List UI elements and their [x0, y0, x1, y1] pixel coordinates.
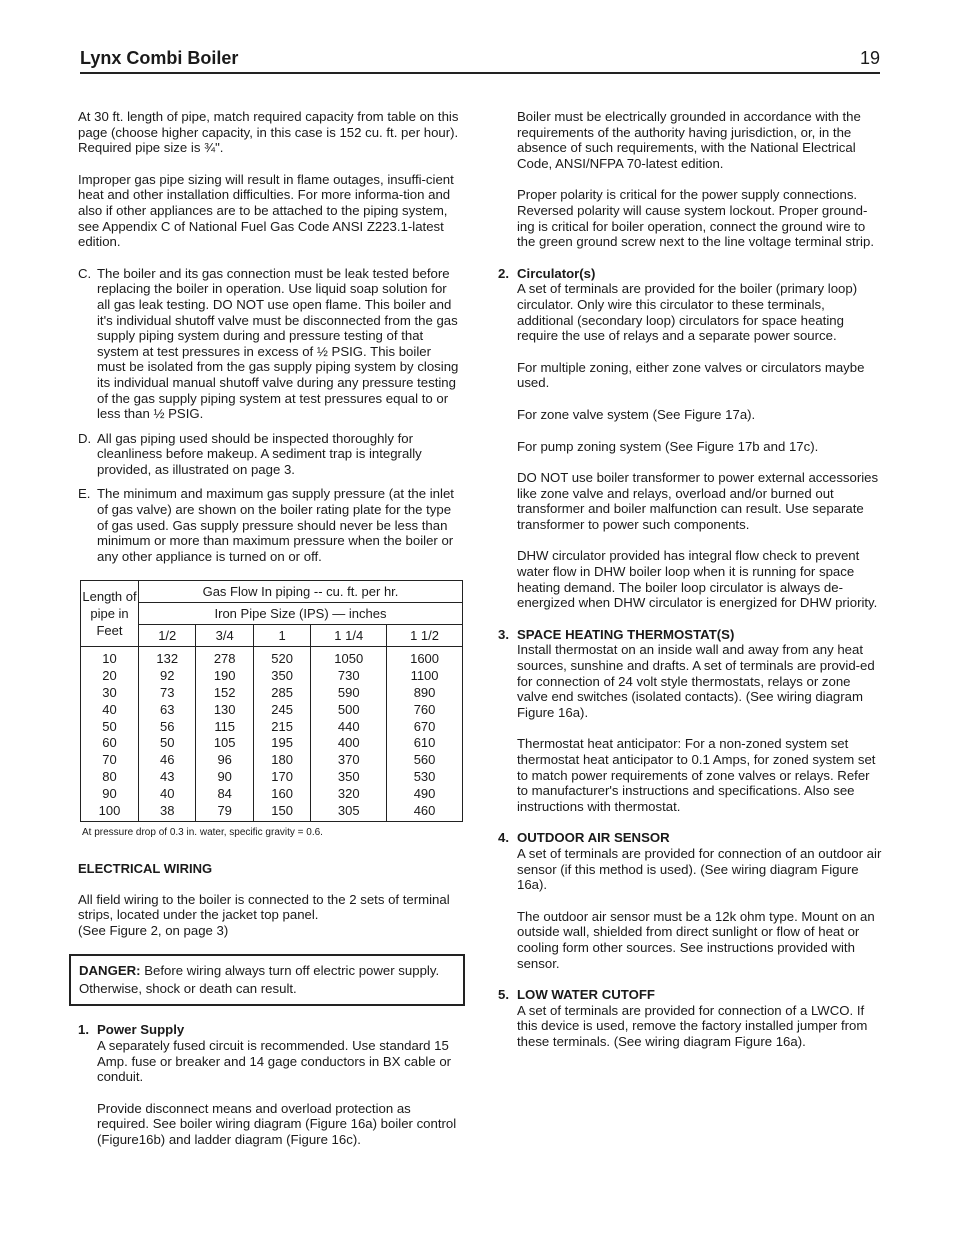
numbered-section: [498, 830, 883, 971]
capacity-value: 285: [271, 685, 293, 701]
section-heading: SPACE HEATING THERMOSTAT(S): [517, 626, 735, 642]
right-column: [498, 109, 883, 1066]
capacity-value: 150: [271, 802, 293, 818]
capacity-value: 1100: [410, 668, 439, 684]
capacity-column: [253, 647, 310, 822]
capacity-value: 350: [271, 668, 293, 684]
paragraph: For pump zoning system (See Figure 17b and 17c).: [517, 438, 819, 454]
paragraph: For zone valve system (See Figure 17a).: [517, 406, 756, 422]
pipe-size-cell: 1/2: [139, 625, 196, 647]
length-value: 60: [102, 735, 117, 751]
length-value: 90: [102, 785, 117, 801]
capacity-value: 278: [213, 651, 236, 667]
capacity-value: 73: [159, 685, 175, 701]
capacity-value: 320: [337, 785, 360, 801]
list-item: [78, 486, 463, 564]
length-value: 20: [102, 668, 117, 684]
pipe-size-cell: 1 1/4: [311, 625, 387, 647]
paragraph: DO NOT use boiler transformer to power external accessories like zone valve and relays, overload and/or burned out transformer and boiler malfunction can result. Use separate transformer to power such components.: [517, 470, 879, 532]
capacity-value: 670: [413, 718, 436, 734]
capacity-value: 490: [413, 785, 436, 801]
paragraph: A set of terminals are provided for the boiler (primary loop) circulator. Only wire this circulator to these terminals, additional (secondary loop) circulators for space heating require the use of relays and a separate power source.: [517, 281, 858, 344]
paragraph: Improper gas pipe sizing will result in flame outages, insuffi-cient heat and other installation difficulties. For more informa-tion and also if other appliances are to be attached to the piping system, see Appendix C of National Fuel Gas Code ANSI Z223.1-latest edition.: [78, 171, 454, 250]
paragraph: For multiple zoning, either zone valves or circulators maybe used.: [517, 359, 865, 391]
list-item: [78, 431, 463, 478]
capacity-value: 56: [159, 718, 175, 734]
pipe-size-cell: 1 1/2: [387, 625, 463, 647]
paragraph: A separately fused circuit is recommended. Use standard 15 Amp. fuse or breaker and 14 gage conductors in BX cable or conduit.: [97, 1037, 452, 1085]
capacity-value: 560: [413, 752, 436, 768]
length-value: 70: [102, 752, 117, 768]
left-column: [78, 109, 463, 1164]
capacity-value: 38: [159, 802, 175, 818]
capacity-column: [196, 647, 253, 822]
paragraph: Provide disconnect means and overload protection as required. See boiler wiring diagram (Figure 16a) boiler control (Figure16b) and ladder diagram (Figure 16c).: [97, 1100, 457, 1147]
paragraph: Install thermostat on an inside wall and away from any heat sources, sunshine and drafts. A set of terminals are provid-ed for connection of 24 volt style thermostats, relays or zone valve end switches (isolated contacts). (See wiring diagram Figure 16a).: [517, 642, 875, 720]
capacity-value: 890: [413, 685, 436, 701]
capacity-value: 460: [413, 802, 436, 818]
length-value: 30: [102, 685, 117, 701]
section-heading: ELECTRICAL WIRING: [78, 861, 213, 876]
list-item-text: The minimum and maximum gas supply pressure (at the inlet of gas valve) are shown on the boiler rating plate for the type of gas used. Gas supply pressure should never be less than minimum or more than maximum pressure when the boiler or any other appliance is turned on or off.: [97, 486, 454, 564]
section-number: 1.: [78, 1022, 89, 1038]
capacity-value: 530: [413, 769, 436, 785]
paragraph: Thermostat heat anticipator: For a non-zoned system set thermostat heat anticipator to 0.1 Amps, for zoned system set to match power requirements of zone valves or relays. Refer to manufacturer's instructions and specifications. Also see instructions with thermostat.: [517, 736, 876, 814]
capacity-value: 43: [159, 769, 175, 785]
length-value: 80: [102, 769, 117, 785]
length-value: 50: [102, 718, 117, 734]
capacity-value: 170: [271, 769, 293, 785]
capacity-value: 115: [214, 718, 236, 734]
section-heading: Circulator(s): [517, 265, 596, 281]
capacity-value: 79: [217, 802, 232, 818]
capacity-value: 350: [337, 769, 360, 785]
section-number: 5.: [498, 987, 509, 1003]
capacity-column: [387, 647, 463, 822]
capacity-value: 730: [337, 668, 360, 684]
length-column: [81, 647, 139, 822]
gas-flow-header: Gas Flow In piping -- cu. ft. per hr.: [139, 581, 463, 603]
paragraph: All field wiring to the boiler is connected to the 2 sets of terminal strips, located under the jacket top panel.: [78, 891, 450, 923]
capacity-value: 370: [337, 752, 360, 768]
capacity-value: 84: [217, 785, 232, 801]
capacity-value: 245: [271, 701, 293, 717]
paragraph: Boiler must be electrically grounded in accordance with the requirements of the authority having jurisdiction, or, in the absence of such requirements, with the National Electrical Code, ANSI/NFPA 70-latest edition.: [517, 109, 861, 171]
paragraph: (See Figure 2, on page 3): [78, 922, 229, 938]
capacity-value: 400: [337, 735, 360, 751]
pipe-size-header: Iron Pipe Size (IPS) — inches: [139, 603, 463, 625]
gas-pipe-sizing-table: [80, 580, 463, 822]
list-item-text: The boiler and its gas connection must be leak tested before replacing the boiler in operation. Use liquid soap solution for all gas leak testing. DO NOT use open flame. This boiler and it's individual shutoff valve must be disconnected from the gas supply piping system during and pressure testing of that system at test pressures in excess of ½ PSIG. This boiler must be isolated from the gas supply piping system by closing its individual manual shutoff valve during any pressure testing of the gas supply piping system at test pressures equal to or less than ½ PSIG.: [97, 265, 459, 422]
numbered-section: [498, 987, 883, 1049]
page-header: [80, 48, 880, 74]
document-title: Lynx Combi Boiler: [80, 48, 239, 68]
paragraph: DHW circulator provided has integral flow check to prevent water flow in DHW boiler loop when it is running for space heating demand. The boiler loop circulator is always de-energized when DHW circulator is energized for DHW priority.: [517, 548, 878, 611]
capacity-value: 130: [213, 701, 236, 717]
section-number: 4.: [498, 830, 509, 846]
danger-label: DANGER:: [79, 963, 141, 979]
capacity-value: 132: [156, 651, 179, 667]
capacity-value: 215: [271, 718, 293, 734]
pipe-size-cell: 1: [253, 625, 310, 647]
page-number: 19: [859, 48, 880, 68]
paragraph: At 30 ft. length of pipe, match required capacity from table on this page (choose higher capacity, in this case is 152 cu. ft. per hour). Required pipe size is ¾".: [78, 109, 459, 156]
capacity-value: 500: [337, 701, 360, 717]
capacity-value: 105: [213, 735, 236, 751]
list-marker: D.: [78, 430, 92, 446]
capacity-value: 152: [213, 685, 236, 701]
capacity-value: 440: [337, 718, 360, 734]
capacity-value: 760: [413, 701, 436, 717]
capacity-value: 520: [271, 651, 293, 667]
capacity-value: 50: [159, 735, 175, 751]
numbered-section: [498, 627, 883, 815]
capacity-value: 195: [271, 735, 293, 751]
capacity-value: 160: [271, 785, 293, 801]
paragraph: A set of terminals are provided for connection of a LWCO. If this device is used, remove the factory installed jumper from these terminals. (See wiring diagram Figure 16a).: [517, 1002, 868, 1049]
list-item: [78, 266, 463, 422]
capacity-value: 46: [159, 752, 175, 768]
capacity-value: 610: [413, 735, 436, 751]
list-item-text: All gas piping used should be inspected thoroughly for cleanliness before makeup. A sediment trap is integrally provided, as illustrated on page 3.: [97, 430, 422, 477]
table-footnote: At pressure drop of 0.3 in. water, specific gravity = 0.6.: [82, 827, 323, 839]
length-value: 100: [98, 802, 121, 818]
capacity-value: 180: [271, 752, 293, 768]
length-header: Length of pipe in Feet: [81, 581, 139, 647]
danger-text: Before wiring always turn off electric power supply. Otherwise, shock or death can result.: [79, 963, 440, 997]
capacity-value: 190: [213, 668, 236, 684]
capacity-value: 40: [159, 785, 175, 801]
capacity-value: 1050: [334, 651, 364, 667]
capacity-column: [139, 647, 196, 822]
pipe-size-cell: 3/4: [196, 625, 253, 647]
capacity-value: 590: [337, 685, 360, 701]
length-value: 40: [102, 701, 117, 717]
paragraph: Proper polarity is critical for the power supply connections. Reversed polarity will cause system lockout. Proper ground-ing is critical for boiler operation, connect the ground wire to the green ground screw next to the line voltage terminal strip.: [517, 187, 874, 250]
section-heading: OUTDOOR AIR SENSOR: [517, 830, 670, 846]
capacity-value: 92: [159, 668, 175, 684]
numbered-section: [78, 1022, 463, 1147]
capacity-value: 96: [217, 752, 232, 768]
capacity-value: 305: [337, 802, 360, 818]
section-heading: Power Supply: [97, 1022, 185, 1038]
capacity-value: 1600: [410, 651, 440, 667]
numbered-section: [498, 266, 883, 611]
capacity-value: 90: [217, 769, 232, 785]
capacity-column: [311, 647, 387, 822]
danger-notice: [69, 954, 465, 1006]
section-number: 2.: [498, 265, 509, 281]
paragraph: A set of terminals are provided for connection of an outdoor air sensor (if this method is used). (See wiring diagram Figure 16a).: [517, 845, 882, 893]
section-number: 3.: [498, 626, 509, 642]
length-value: 10: [102, 651, 117, 667]
paragraph: The outdoor air sensor must be a 12k ohm type. Mount on an outside wall, shielded from direct sunlight or flow of heat or cooling form other sources. See instructions provided with sensor.: [517, 908, 875, 971]
capacity-value: 63: [159, 701, 175, 717]
list-marker: E.: [78, 486, 91, 502]
section-heading: LOW WATER CUTOFF: [517, 987, 655, 1003]
list-marker: C.: [78, 265, 92, 281]
